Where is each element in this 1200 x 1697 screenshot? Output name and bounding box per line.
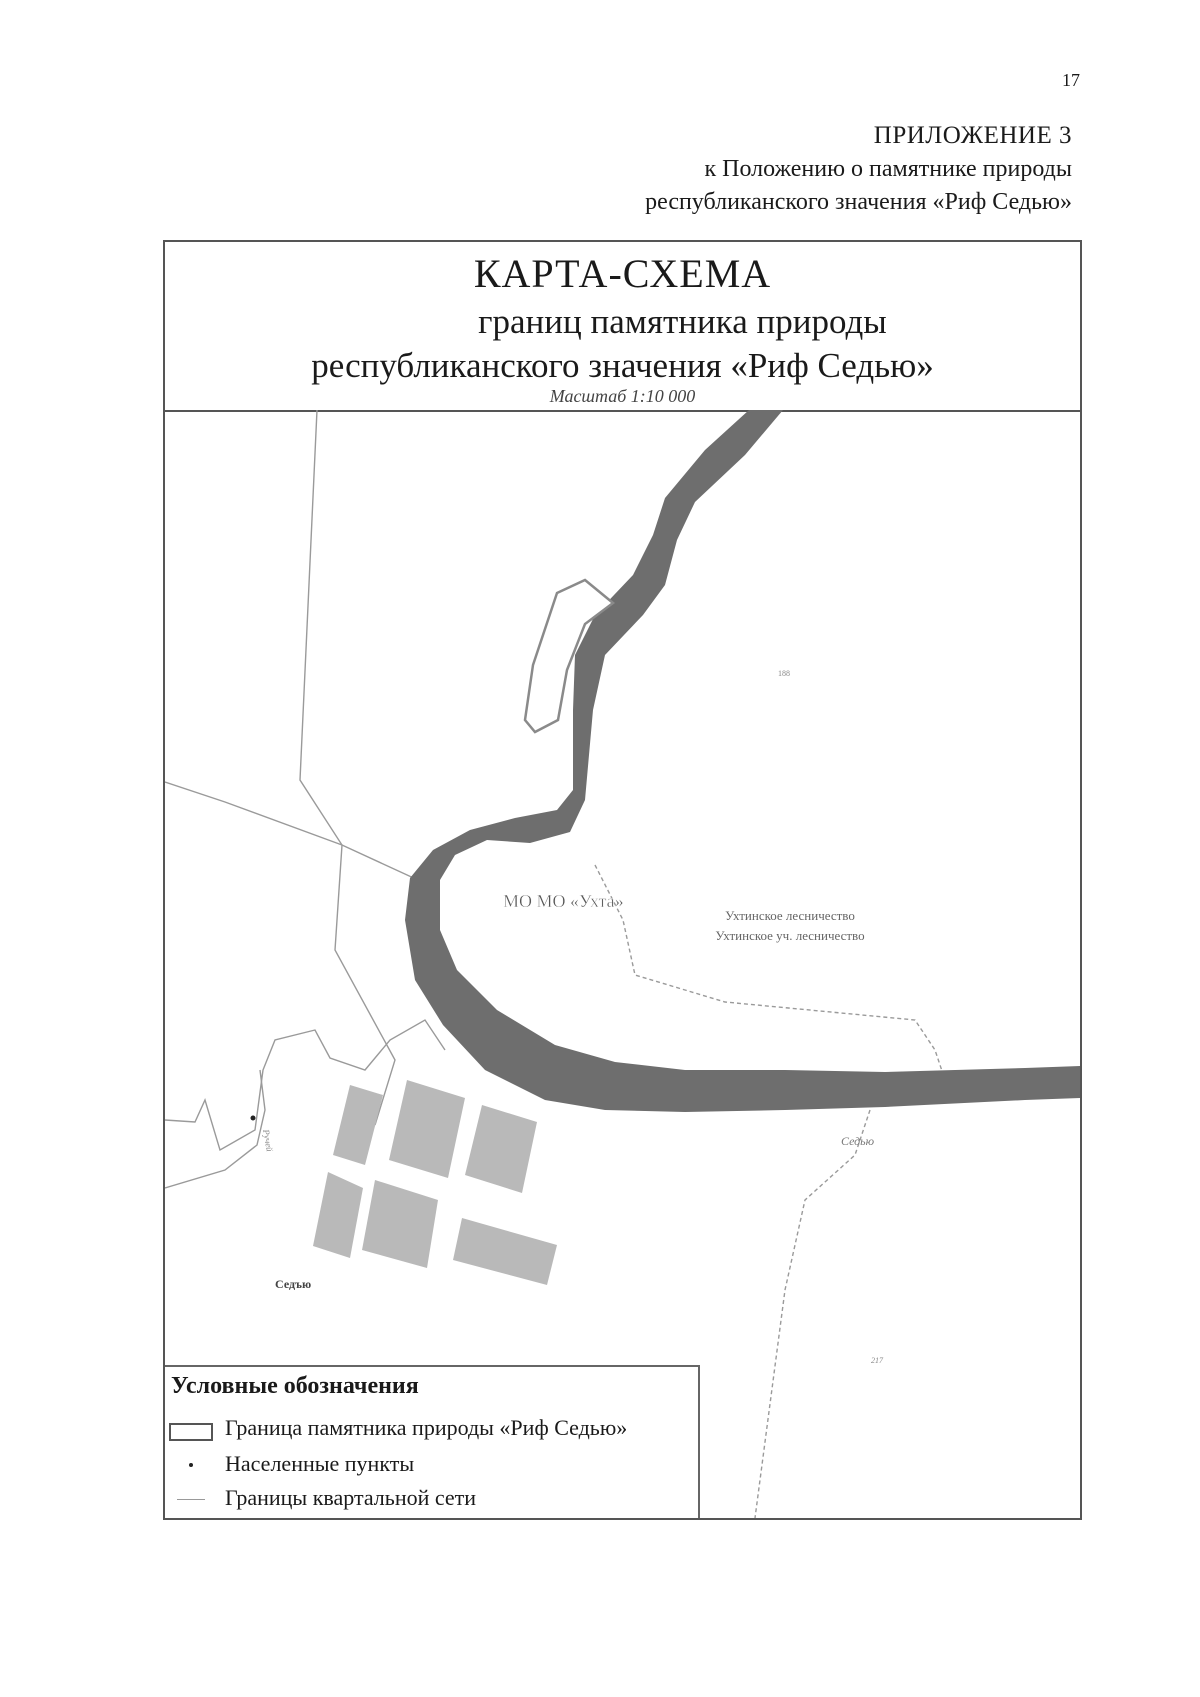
label-municipality: МО МО «Ухта» xyxy=(503,891,624,911)
quarter-line-southeast-dashed xyxy=(755,1110,870,1518)
legend-item-boundary xyxy=(169,1415,699,1445)
label-forestry2: Ухтинское уч. лесничество xyxy=(715,928,865,943)
settlement-blocks xyxy=(313,1080,557,1285)
appendix-reference-line1: к Положению о памятнике природы xyxy=(704,156,1072,182)
settlement-block xyxy=(465,1105,537,1193)
quarter-line-icon xyxy=(169,1493,213,1511)
settlement-block xyxy=(453,1218,557,1285)
map-title: КАРТА-СХЕМА xyxy=(473,251,772,296)
map-canvas xyxy=(165,410,1080,1518)
label-settlement-sedyu: Седъю xyxy=(275,1277,312,1291)
legend-item-quarter-lines xyxy=(169,1485,699,1515)
label-river-sedyu: Седью xyxy=(841,1134,875,1148)
quarter-line-stream xyxy=(165,1070,265,1188)
quarter-line-east-dashed xyxy=(595,865,945,1080)
label-quarter-217: 217 xyxy=(871,1356,883,1365)
label-stream: Ручей xyxy=(261,1128,275,1153)
settlement-block xyxy=(313,1172,363,1258)
appendix-title: ПРИЛОЖЕНИЕ 3 xyxy=(873,122,1072,149)
label-quarter-188: 188 xyxy=(778,669,790,678)
settlement-block xyxy=(389,1080,465,1178)
quarter-line-northwest xyxy=(165,782,418,880)
label-forestry1: Ухтинское лесничество xyxy=(725,908,855,923)
map-frame xyxy=(163,240,1082,1520)
map-subtitle-line2: республиканского значения «Риф Седью» xyxy=(311,346,934,385)
river-sedyu xyxy=(405,410,1080,1112)
map-subtitle-line1: границ памятника природы xyxy=(478,302,887,341)
appendix-reference-line2: республиканского значения «Риф Седью» xyxy=(645,189,1072,215)
settlement-dot xyxy=(251,1116,256,1121)
settlement-block xyxy=(362,1180,438,1268)
legend-item-label: Населенные пункты xyxy=(225,1451,415,1476)
quarter-grid-lines xyxy=(165,410,945,1518)
settlement-dot-icon xyxy=(169,1459,213,1477)
legend-item-settlements xyxy=(169,1451,699,1481)
legend-item-label: Граница памятника природы «Риф Седью» xyxy=(225,1415,628,1440)
legend-title: Условные обозначения xyxy=(171,1373,419,1399)
legend-item-label: Границы квартальной сети xyxy=(225,1485,477,1510)
map-scale: Масштаб 1:10 000 xyxy=(549,386,696,406)
quarter-line-vertical xyxy=(300,410,395,1125)
map-area xyxy=(165,410,1080,1518)
page-number: 17 xyxy=(1062,70,1080,90)
map-header xyxy=(165,242,1080,412)
map-legend xyxy=(165,1365,700,1518)
boundary-rectangle-icon xyxy=(169,1423,213,1441)
